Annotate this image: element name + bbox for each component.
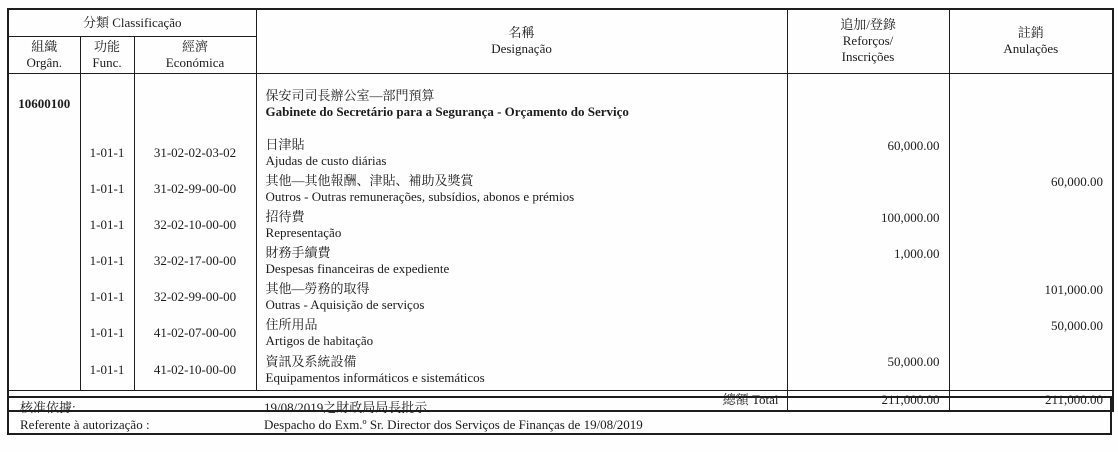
header-reforcos-pt1: Reforços/ <box>842 33 894 49</box>
designation <box>256 315 787 351</box>
designation <box>256 171 787 207</box>
total-label: 總額 Total <box>8 390 787 411</box>
org-code <box>8 135 80 171</box>
table-row <box>8 171 1113 207</box>
header-reforcos <box>787 9 949 73</box>
anulacoes-amount <box>949 351 1113 390</box>
header-reforcos-pt2: Inscrições <box>841 49 895 65</box>
reforcos-amount <box>787 73 949 135</box>
header-org-zh: 組織 <box>31 38 58 54</box>
designation-pt: Outras - Aquisição de serviços <box>265 297 425 312</box>
header-anulacoes-pt: Anulações <box>1003 41 1059 57</box>
designation <box>256 243 787 279</box>
reforcos-amount <box>787 171 949 207</box>
table-row <box>8 207 1113 243</box>
econ-code: 31-02-02-03-02 <box>134 135 256 171</box>
header-designation <box>256 9 787 73</box>
header-anulacoes <box>949 9 1113 73</box>
header-econ-zh: 經濟 <box>182 38 209 54</box>
designation-pt: Equipamentos informáticos e sistemáticos <box>265 370 485 386</box>
authorization-label-pt: Referente à autorização : <box>20 416 150 432</box>
header-designation-zh: 名稱 <box>508 25 535 41</box>
org-title-zh: 保安司司長辦公室—部門預算 <box>265 88 435 104</box>
reforcos-amount: 50,000.00 <box>787 351 949 390</box>
org-header-row <box>8 73 1113 135</box>
designation <box>256 207 787 243</box>
header-econ-pt: Económica <box>165 54 225 70</box>
designation-zh: 招待費 <box>265 209 305 224</box>
reforcos-amount <box>787 279 949 315</box>
table-row <box>8 135 1113 171</box>
reforcos-amount: 100,000.00 <box>787 207 949 243</box>
authorization-value-pt: Despacho do Exm.º Sr. Director dos Serviços de Finanças de 19/08/2019 <box>264 416 643 432</box>
header-classification: 分類 Classificação <box>8 9 256 36</box>
header-org <box>8 36 80 73</box>
func-code: 1-01-1 <box>80 279 134 315</box>
econ-code: 32-02-99-00-00 <box>134 279 256 315</box>
header-reforcos-zh: 追加/登錄 <box>840 17 896 33</box>
org-code <box>8 243 80 279</box>
func-code: 1-01-1 <box>80 207 134 243</box>
anulacoes-amount: 50,000.00 <box>949 315 1113 351</box>
table-row <box>8 243 1113 279</box>
designation-zh: 日津貼 <box>265 137 305 152</box>
org-title <box>256 73 787 135</box>
designation-zh: 其他—勞務的取得 <box>265 281 370 296</box>
econ-code: 41-02-07-00-00 <box>134 315 256 351</box>
anulacoes-amount <box>949 207 1113 243</box>
designation-zh: 財務手續費 <box>265 245 331 260</box>
header-func-zh: 功能 <box>93 38 120 54</box>
designation-pt: Representação <box>265 225 342 240</box>
authorization-value-zh: 19/08/2019之財政局局長批示 <box>264 399 428 415</box>
econ-code: 41-02-10-00-00 <box>134 351 256 390</box>
total-anulacoes-amount: 211,000.00 <box>949 390 1113 411</box>
table-row <box>8 279 1113 315</box>
designation-pt: Ajudas de custo diárias <box>265 153 387 168</box>
designation-zh: 其他—其他報酬、津貼、補助及獎賞 <box>265 173 474 188</box>
org-code <box>8 207 80 243</box>
designation <box>256 135 787 171</box>
org-title-pt: Gabinete do Secretário para a Segurança - Orçamento do Serviço <box>265 104 629 120</box>
anulacoes-amount <box>949 73 1113 135</box>
designation-zh: 住所用品 <box>265 317 318 332</box>
func-code: 1-01-1 <box>80 243 134 279</box>
econ-code <box>134 73 256 135</box>
anulacoes-amount <box>949 243 1113 279</box>
anulacoes-amount <box>949 135 1113 171</box>
func-code: 1-01-1 <box>80 351 134 390</box>
func-code: 1-01-1 <box>80 171 134 207</box>
authorization-value <box>257 399 1110 433</box>
designation-pt: Despesas financeiras de expediente <box>265 261 450 276</box>
econ-code: 32-02-10-00-00 <box>134 207 256 243</box>
authorization-footer <box>7 396 1112 435</box>
econ-code: 32-02-17-00-00 <box>134 243 256 279</box>
anulacoes-amount: 101,000.00 <box>949 279 1113 315</box>
header-func-pt: Func. <box>92 54 122 70</box>
authorization-label <box>9 399 257 433</box>
table-row <box>8 351 1113 390</box>
org-code <box>8 171 80 207</box>
org-code <box>8 279 80 315</box>
header-designation-pt: Designação <box>491 41 552 57</box>
org-code: 10600100 <box>8 73 80 135</box>
func-code: 1-01-1 <box>80 135 134 171</box>
header-func <box>80 36 134 73</box>
designation <box>256 351 787 390</box>
authorization-label-zh: 核准依據: <box>20 399 76 415</box>
header-anulacoes-zh: 註銷 <box>1017 25 1044 41</box>
reforcos-amount: 1,000.00 <box>787 243 949 279</box>
designation <box>256 279 787 315</box>
anulacoes-amount: 60,000.00 <box>949 171 1113 207</box>
total-reforcos-amount: 211,000.00 <box>787 390 949 411</box>
header-econ <box>134 36 256 73</box>
func-code <box>80 73 134 135</box>
budget-amendment-table <box>7 8 1114 412</box>
reforcos-amount <box>787 315 949 351</box>
func-code: 1-01-1 <box>80 315 134 351</box>
org-code <box>8 315 80 351</box>
econ-code: 31-02-99-00-00 <box>134 171 256 207</box>
org-code <box>8 351 80 390</box>
reforcos-amount: 60,000.00 <box>787 135 949 171</box>
designation-pt: Artigos de habitação <box>265 333 374 348</box>
designation-pt: Outros - Outras remunerações, subsídios, abonos e prémios <box>265 189 575 204</box>
designation-zh: 資訊及系統設備 <box>265 354 357 370</box>
table-row <box>8 315 1113 351</box>
header-org-pt: Orgân. <box>26 54 62 70</box>
